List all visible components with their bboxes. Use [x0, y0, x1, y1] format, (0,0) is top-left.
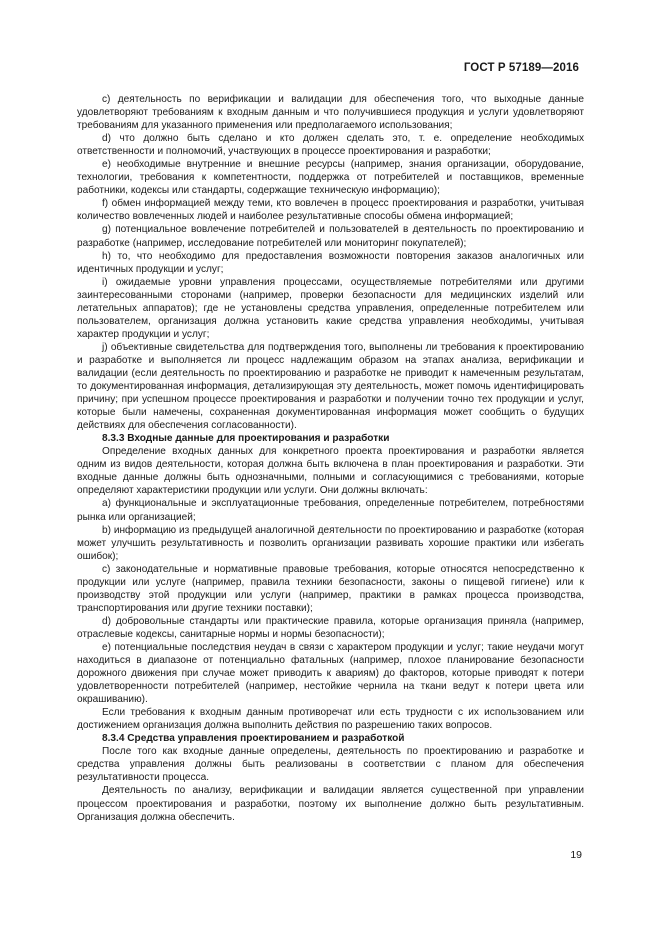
- paragraph-review-verification: Деятельность по анализу, верификации и валидации является существенной при управлении процессом проектирования и разработки, поэтому их выполнение должно быть результативным. Организация должна обеспечить.: [77, 785, 584, 823]
- page-number: 19: [570, 849, 582, 861]
- list-item-e-resources: e) необходимые внутренние и внешние ресурсы (например, знания организации, оборудование, технологии, требования к компетентности, поддержка от потребителей и поставщиков, временные работники, кодексы или стандарты, содержащие техническую информацию);: [77, 159, 584, 197]
- list-item-d-voluntary-standards: d) добровольные стандарты или практические правила, которые организация приняла (например, отраслевые кодексы, санитарные нормы и нормы безопасности);: [77, 615, 584, 640]
- list-item-f-information-exchange: f) обмен информацией между теми, кто вовлечен в процесс проектирования и разработки, учитывая количество вовлеченных людей и наиболее результативные способы обмена информацией;: [77, 198, 584, 223]
- paragraph-input-definition: Определение входных данных для конкретного проекта проектирования и разработки является одним из видов деятельности, которая должна быть включена в план проектирования и разработки. Эти входные данные должны быть однозначными, полными и согласующимися с требованиями, которые определяют характеристики продукции или услуги. Они должны включать:: [77, 446, 584, 497]
- list-item-j-objective-evidence: j) объективные свидетельства для подтверждения того, выполнены ли требования к проектированию и разработке и выполняется ли процесс надлежащим образом на этапах анализа, верификации и валидации (если деятельность по проектированию и разработке не приводит к намеченным результатам, то документированная информация, детализирующая эту деятельность, может помочь идентифицировать причину; при успешном процессе проектирования и разработки и получении точно тех продукции и услуг, которые были намечены, сохраненная документированная информация может сообщить о будущих действиях для обеспечения согласованности).: [77, 341, 584, 432]
- list-item-d-responsibilities: d) что должно быть сделано и кто должен сделать это, т. е. определение необходимых ответственности и полномочий, участвующих в процессе проектирования и разработки;: [77, 133, 584, 158]
- document-body: [77, 93, 584, 824]
- list-item-e-failure-consequences: e) потенциальные последствия неудач в связи с характером продукции и услуг; такие неудачи могут находиться в диапазоне от потенциально фатальных (например, плохое планирование безопасности дорожного движения при случае может приводить к авариям) до факторов, которые приводят к потери удовлетворенности потребителей (например, нестойкие чернила на ткани ведут к потери цвета или окрашиванию).: [77, 641, 584, 706]
- list-item-a-functional-requirements: a) функциональные и эксплуатационные требования, определенные потребителем, потребностями рынка или организацией;: [77, 498, 584, 523]
- paragraph-after-inputs-defined: После того как входные данные определены, деятельность по проектированию и разработке и средства управления должны быть реализованы в соответствии с планом для обеспечения результативности процесса.: [77, 746, 584, 784]
- section-heading-8-3-4: 8.3.4 Средства управления проектированием и разработкой: [102, 733, 405, 745]
- list-item-g-consumer-involvement: g) потенциальное вовлечение потребителей и пользователей в деятельность по проектированию и разработке (например, исследование потребителей или мониторинг покупателей);: [77, 224, 584, 249]
- list-item-b-previous-activity: b) информацию из предыдущей аналогичной деятельности по проектированию и разработке (которая может улучшить результативность и позволить организации развивать хорошие практики или избегать ошибок);: [77, 524, 584, 562]
- paragraph-conflicting-requirements: Если требования к входным данным противоречат или есть трудности с их использованием или достижением организация должна выполнить действия по разрешению таких вопросов.: [77, 707, 584, 732]
- list-item-c-verification: c) деятельность по верификации и валидации для обеспечения того, что выходные данные удовлетворяют требованиям к входным данным и что получившиеся продукция и услуги удовлетворяют требованиям для указанного применения или предполагаемого использования;: [77, 94, 584, 132]
- list-item-c-legal-requirements: c) законодательные и нормативные правовые требования, которые относятся непосредственно к продукции или услуге (например, правила техники безопасности, законы о пищевой гигиене) или к производству этой продукции или услуги (например, практики в рамках процесса производства, транспортирования или другие техники поставки);: [77, 563, 584, 614]
- section-heading-8-3-3: 8.3.3 Входные данные для проектирования и разработки: [102, 433, 390, 445]
- list-item-h-repeat-orders: h) то, что необходимо для предоставления возможности повторения заказов аналогичных или идентичных продукции и услуг;: [77, 250, 584, 275]
- document-code-header: ГОСТ Р 57189—2016: [463, 62, 579, 74]
- list-item-i-control-levels: i) ожидаемые уровни управления процессами, осуществляемые потребителями или другими заинтересованными сторонами (например, проверки безопасности для медицинских изделий или летательных аппаратов); где не установлены средства управления, определенные потребителем или пользователем, организация должна установить какие средства управления необходимы, учитывая характер продукции и услуг;: [77, 276, 584, 340]
